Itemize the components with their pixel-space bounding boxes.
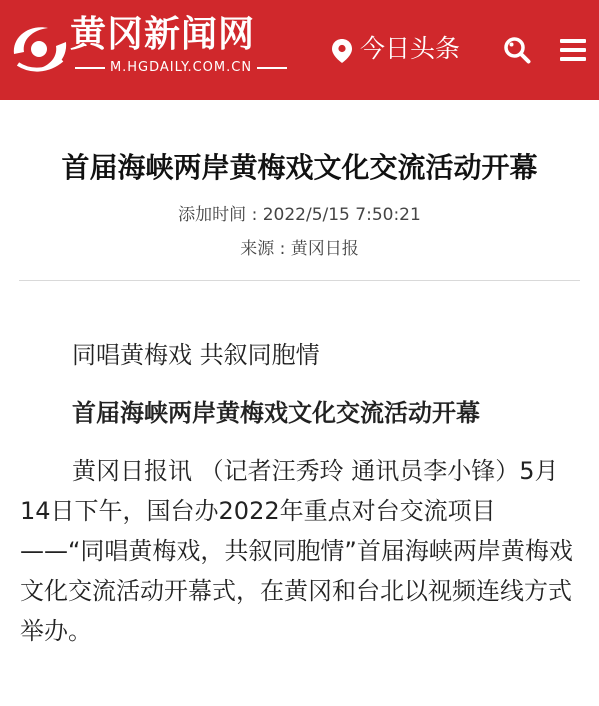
- domain-text: M.HGDAILY.COM.CN: [109, 60, 253, 75]
- location-pin-icon[interactable]: [331, 38, 353, 64]
- article-paragraph: 同唱黄梅戏 共叙同胞情: [72, 341, 320, 369]
- search-icon[interactable]: [503, 36, 531, 64]
- divider: [75, 67, 105, 69]
- logo-icon[interactable]: [8, 14, 70, 84]
- article-title: 首届海峡两岸黄梅戏文化交流活动开幕: [61, 151, 538, 184]
- nav-today-headlines[interactable]: 今日头条: [360, 34, 461, 63]
- divider: [257, 67, 287, 69]
- article-body: [0, 335, 599, 651]
- site-domain: [70, 60, 292, 75]
- article-subtitle: 首届海峡两岸黄梅戏文化交流活动开幕: [72, 399, 480, 427]
- site-header: [0, 0, 599, 100]
- publish-time: 添加时间 : 2022/5/15 7:50:21: [178, 205, 421, 225]
- article-source: 来源 : 黄冈日报: [240, 239, 359, 259]
- article-paragraph: 黄冈日报讯 （记者汪秀玲 通讯员李小锋）5月14日下午，国台办2022年重点对台交流项目——“同唱黄梅戏，共叙同胞情”首届海峡两岸黄梅戏文化交流活动开幕式，在黄冈和台北以视频连线方式举办。: [20, 457, 573, 645]
- menu-icon[interactable]: [560, 38, 586, 62]
- divider: [19, 280, 580, 281]
- site-name[interactable]: 黄冈新闻网: [70, 13, 256, 55]
- article-header: [0, 100, 599, 266]
